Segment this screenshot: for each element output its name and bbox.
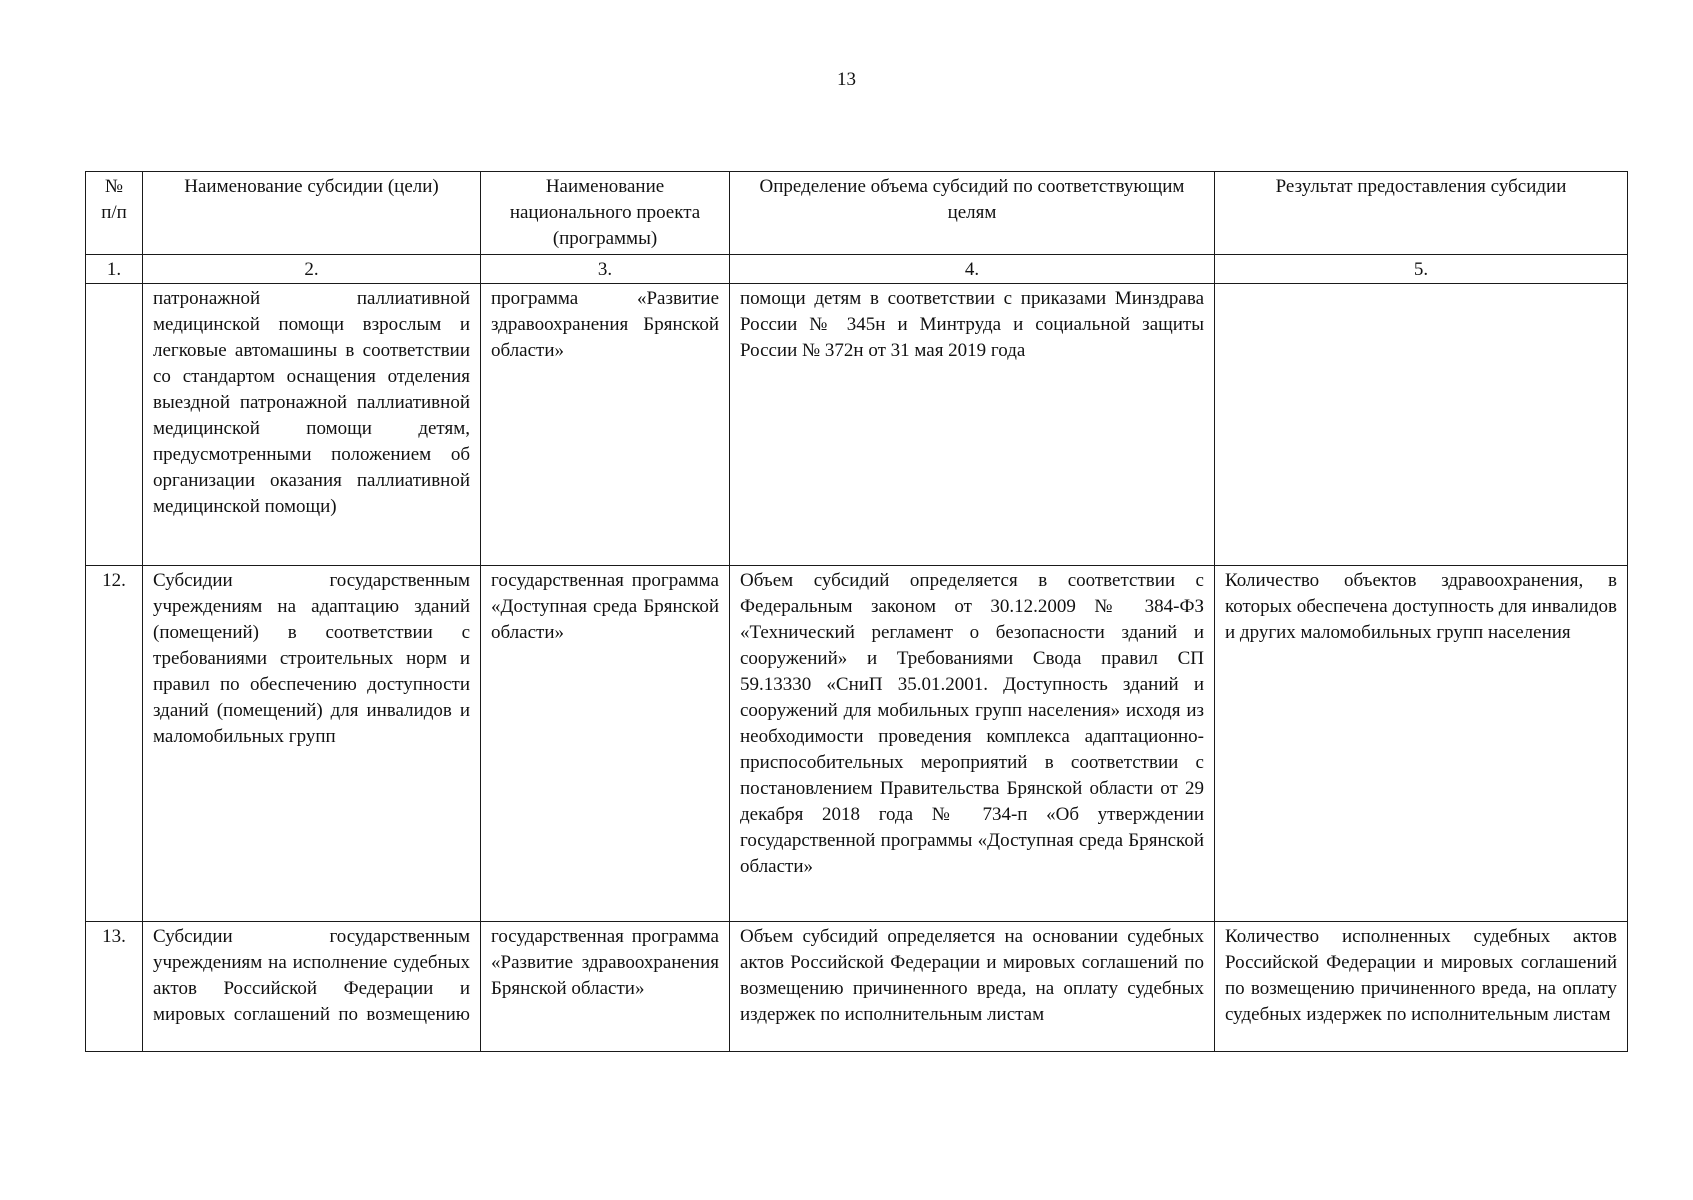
page-number: 13 bbox=[837, 69, 856, 90]
column-numbering-row bbox=[86, 255, 1628, 284]
table-row bbox=[86, 284, 1628, 566]
header-subsidy-name: Наименование субсидии (цели) bbox=[143, 172, 481, 255]
subsidy-name-cell: патронажной паллиативной медицинской помощи взрослым и легковые автомашины в соответствии со стандартом оснащения отделения выездной патронажной паллиативной медицинской помощи детям, предусмотренными положением об организации оказания паллиативной медицинской помощи) bbox=[143, 284, 481, 566]
subsidies-table bbox=[85, 171, 1628, 1052]
column-number-4: 4. bbox=[730, 255, 1215, 284]
column-number-1: 1. bbox=[86, 255, 143, 284]
table-row bbox=[86, 566, 1628, 922]
header-result: Результат предоставления субсидии bbox=[1215, 172, 1628, 255]
result-cell: Количество объектов здравоохранения, в которых обеспечена доступность для инвалидов и других маломобильных групп населения bbox=[1215, 566, 1628, 922]
row-number: 12. bbox=[86, 566, 143, 922]
row-number: 13. bbox=[86, 922, 143, 1052]
column-number-3: 3. bbox=[481, 255, 730, 284]
program-cell: программа «Развитие здравоохранения Брянской области» bbox=[481, 284, 730, 566]
table-header-row bbox=[86, 172, 1628, 255]
row-number bbox=[86, 284, 143, 566]
program-cell: государственная программа «Развитие здравоохранения Брянской области» bbox=[481, 922, 730, 1052]
result-cell: Количество исполненных судебных актов Российской Федерации и мировых соглашений по возмещению причиненного вреда, на оплату судебных издержек по исполнительным листам bbox=[1215, 922, 1628, 1052]
definition-cell: Объем субсидий определяется на основании судебных актов Российской Федерации и мировых соглашений по возмещению причиненного вреда, на оплату судебных издержек по исполнительным листам bbox=[730, 922, 1215, 1052]
subsidy-name-cell: Субсидии государственным учреждениям на адаптацию зданий (помещений) в соответствии с требованиями строительных норм и правил по обеспечению доступности зданий (помещений) для инвалидов и маломобильных групп bbox=[143, 566, 481, 922]
table-row bbox=[86, 922, 1628, 1052]
definition-cell: Объем субсидий определяется в соответствии с Федеральным законом от 30.12.2009 № 384-ФЗ «Технический регламент о безопасности зданий и сооружений» и Требованиями Свода правил СП 59.13330 «СниП 35.01.2001. Доступность зданий и сооружений для мобильных групп населения» исходя из необходимости проведения комплекса адаптационно-приспособительных мероприятий в соответствии с постановлением Правительства Брянской области от 29 декабря 2018 года № 734-п «Об утверждении государственной программы «Доступная среда Брянской области» bbox=[730, 566, 1215, 922]
definition-cell: помощи детям в соответствии с приказами Минздрава России № 345н и Минтруда и социальной защиты России № 372н от 31 мая 2019 года bbox=[730, 284, 1215, 566]
column-number-5: 5. bbox=[1215, 255, 1628, 284]
subsidy-name-cell: Субсидии государственным учреждениям на исполнение судебных актов Российской Федерации и мировых соглашений по возмещению bbox=[143, 922, 481, 1052]
header-volume-definition: Определение объема субсидий по соответствующим целям bbox=[730, 172, 1215, 255]
program-cell: государственная программа «Доступная среда Брянской области» bbox=[481, 566, 730, 922]
column-number-2: 2. bbox=[143, 255, 481, 284]
result-cell bbox=[1215, 284, 1628, 566]
header-number: № п/п bbox=[86, 172, 143, 255]
header-project-name: Наименование национального проекта (программы) bbox=[481, 172, 730, 255]
